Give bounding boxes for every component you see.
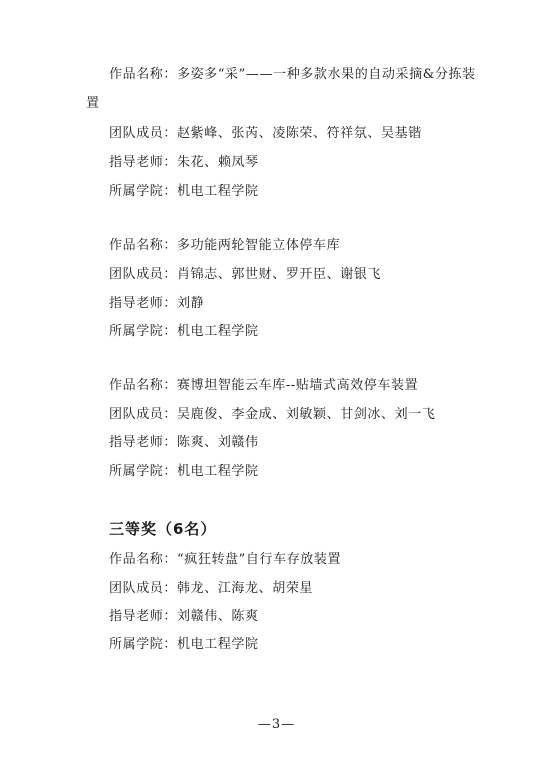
college-line (109, 324, 259, 340)
college-value: 机电工程学院 (177, 637, 259, 652)
work-name-value: 多功能两轮智能立体停车库 (177, 238, 341, 253)
advisor-value: 刘赣伟、陈爽 (177, 609, 259, 624)
team-members-line (109, 267, 381, 283)
college-line (109, 464, 259, 480)
work-name-continuation: 置 (86, 96, 100, 111)
advisor-line (109, 296, 204, 312)
advisor-line (109, 609, 259, 625)
work-name-line (109, 238, 340, 254)
advisor-value: 陈爽、刘赣伟 (177, 435, 259, 450)
work-name-value: “疯狂转盘”自行车存放装置 (177, 552, 342, 567)
college-label: 所属学院： (109, 184, 178, 199)
college-value: 机电工程学院 (177, 464, 259, 479)
team-members-label: 团队成员： (109, 267, 178, 282)
advisor-label: 指导老师： (109, 155, 178, 170)
team-members-line (109, 581, 313, 597)
page-number: —3— (257, 717, 296, 732)
advisor-label: 指导老师： (109, 296, 178, 311)
team-members-value: 吴鹿俊、李金成、刘敏颖、甘剑冰、刘一飞 (177, 407, 436, 422)
work-name-label: 作品名称： (109, 378, 178, 393)
college-line (109, 637, 259, 653)
team-members-label: 团队成员： (109, 407, 178, 422)
college-label: 所属学院： (109, 324, 178, 339)
team-members-line (109, 407, 435, 423)
advisor-value: 刘静 (177, 296, 205, 311)
college-value: 机电工程学院 (177, 324, 259, 339)
work-name-label: 作品名称： (109, 67, 178, 82)
work-name-line (109, 67, 476, 83)
team-members-value: 赵紫峰、张芮、凌陈荣、符祥氛、吴基锴 (177, 126, 422, 141)
work-name-line (109, 378, 418, 394)
work-name-line (109, 552, 341, 568)
advisor-label: 指导老师： (109, 609, 178, 624)
advisor-value: 朱花、赖凤琴 (177, 155, 259, 170)
work-name-label: 作品名称： (109, 238, 178, 253)
team-members-value: 肖锦志、郭世财、罗开臣、谢银飞 (177, 267, 382, 282)
work-name-label: 作品名称： (109, 552, 178, 567)
college-label: 所属学院： (109, 464, 178, 479)
advisor-label: 指导老师： (109, 435, 178, 450)
team-members-label: 团队成员： (109, 581, 178, 596)
college-label: 所属学院： (109, 637, 178, 652)
college-value: 机电工程学院 (177, 184, 259, 199)
team-members-label: 团队成员： (109, 126, 178, 141)
work-name-value: 赛博坦智能云车库--贴墙式高效停车装置 (177, 378, 419, 393)
team-members-line (109, 126, 422, 142)
advisor-line (109, 435, 259, 451)
advisor-line (109, 155, 259, 171)
section-heading-third-prize: 三等奖（6名） (109, 520, 217, 538)
college-line (109, 184, 259, 200)
work-name-value: 多姿多“采”——一种多款水果的自动采摘&分拣装 (177, 67, 476, 82)
team-members-value: 韩龙、江海龙、胡荣星 (177, 581, 314, 596)
